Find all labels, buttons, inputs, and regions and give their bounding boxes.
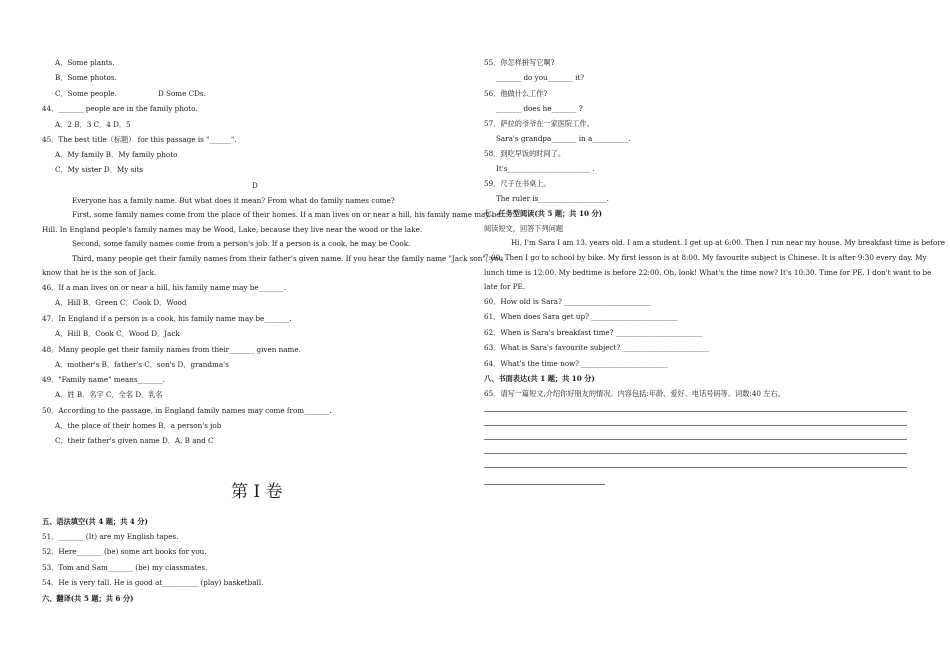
section-6-title: 六、翻译(共 5 题；共 6 分) [42,594,134,603]
q55-answer: _______ do you_______ it? [496,73,585,82]
q59-answer: The ruler is___________________. [496,194,609,203]
q54: 54．He is very tall. He is good at__________ (play) basketball. [42,578,264,587]
q51: 51．_______ (It) are my English tapes. [42,532,179,541]
q43-option-d: D Some CDs. [158,89,206,98]
q60: 60．How old is Sara? ________________________ [484,297,651,306]
writing-line[interactable] [484,453,907,454]
q50-options-1: A．the place of their homes B．a person's job [55,421,222,430]
section-5-title: 五、语法填空(共 4 题；共 4 分) [42,517,148,526]
section-7-instruction: 阅读短文，回答下列问题 [484,224,564,233]
volume-title: 第 I 卷 [231,482,283,502]
q63: 63．What is Sara's favourite subject? ________________________ [484,343,709,352]
q48-options: A．mother's B．father's C．son's D．grandma's [55,360,229,369]
section-7-passage-line: Hi, I'm Sara I am 13. years old. I am a student. I get up at 6:00. Then I run near my house. My breakfast time is before [511,238,945,247]
q50-options-2: C．their father's given name D．A, B and C [55,436,214,445]
q59-prompt: 59．尺子在书桌上。 [484,179,551,188]
writing-line[interactable] [484,411,907,412]
q47-options: A．Hill B．Cook C．Wood D．Jack [55,329,180,338]
passage-d-line: Third, many people get their family names from their father's given name. If you hear the family name "Jack son", you [72,254,504,263]
q45: 45．The best title（标题） for this passage is "______". [42,135,237,144]
writing-line[interactable] [484,425,907,426]
passage-d-line: know that he is the son of Jack. [42,268,157,277]
section-8-title: 八、书面表达(共 1 题；共 10 分) [484,374,595,383]
section-7-passage-line: 7:00. Then I go to school by bike. My first lesson is at 8:00. My favourite subject is Chinese. It is after 9:30 every day. My [484,253,927,262]
q56-answer: _______ does he_______ ? [496,104,583,113]
section-7-passage-line: lunch time is 12:00. My bedtime is before 22:00. Oh, look! What's the time now? It's 10:30. Time for PE. I don't want to be [484,268,932,277]
q46-options: A．Hill B．Green C．Cook D．Wood [55,298,187,307]
q44: 44．_______ people are in the family photo. [42,104,198,113]
q50: 50．According to the passage, in England family names may come from_______. [42,406,332,415]
q61: 61．When does Sara get up? ________________________ [484,312,678,321]
section-7-passage-line: late for PE. [484,282,526,291]
q45-options-2: C．My sister D．My sits [55,165,144,174]
q48: 48．Many people get their family names from their_______ given name. [42,345,301,354]
q43-option-c: C．Some people. [55,89,117,98]
q43-option-b: B．Some photos. [55,73,117,82]
section-7-title: 七、任务型阅读(共 5 题；共 10 分) [484,209,603,218]
q53: 53．Tom and Sam_______ (be) my classmates. [42,563,208,572]
q57-prompt: 57．萨拉的爷爷在一家医院工作。 [484,119,594,128]
q46: 46．If a man lives on or near a hill, his family name may be_______. [42,283,287,292]
q49: 49．"Family name" means_______. [42,375,165,384]
q47: 47．In England if a person is a cook, his family name may be_______. [42,314,292,323]
q65-prompt: 65．请写一篇短文,介绍你好朋友的情况。内容包括:年龄、爱好、电话号码等。词数:40 左右。 [484,389,785,398]
writing-line[interactable] [484,467,907,468]
q62: 62．When is Sara's breakfast time? ________________________ [484,328,703,337]
writing-line[interactable] [484,439,907,440]
q44-options: A．2 B．3 C．4 D．5 [55,120,131,129]
q58-answer: It's_______________________ . [496,164,595,173]
passage-d-line: First, some family names come from the place of their homes. If a man lives on or near a hill, his family name may be [72,210,501,219]
passage-d-line: Everyone has a family name. But what does it mean? From what do family names come? [72,196,395,205]
writing-line-short[interactable] [484,484,605,485]
q49-options: A．姓 B．名字 C．全名 D．乳名 [55,390,163,399]
q45-options-1: A．My family B．My family photo [55,150,178,159]
passage-d-line: Hill. In England people's family names may be Wood, Lake, because they live near the wood or the lake. [42,225,423,234]
q52: 52．Here_______ (be) some art books for you. [42,547,207,556]
q56-prompt: 56．他做什么工作? [484,89,548,98]
q55-prompt: 55．你怎样拼写它啊? [484,58,555,67]
q58-prompt: 58．到吃早饭的时间了。 [484,149,566,158]
passage-d-line: Second, some family names come from a person's job. If a person is a cook, he may be Cook. [72,239,411,248]
q57-answer: Sara's grandpa_______ in a__________. [496,134,631,143]
q43-option-a: A．Some plants. [55,58,115,67]
q64: 64．What's the time now? ________________________ [484,359,668,368]
passage-d-label: D [252,181,258,190]
